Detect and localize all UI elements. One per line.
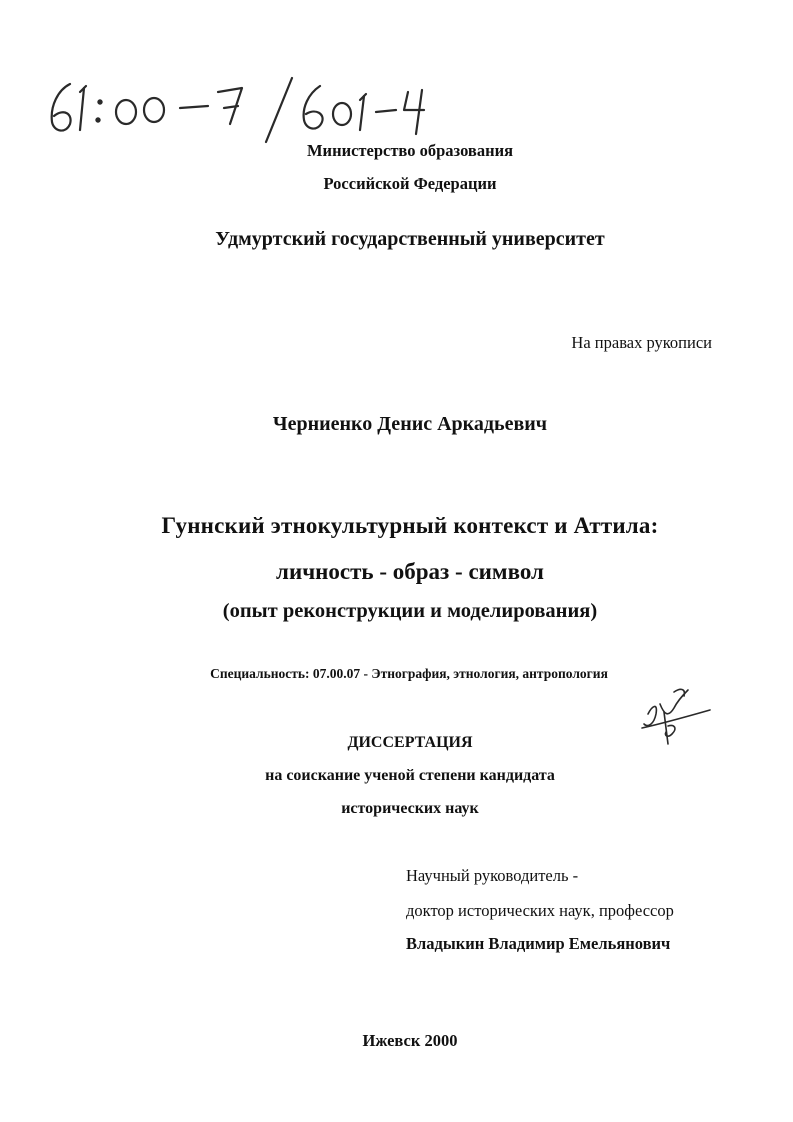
degree-line-1: на соискание ученой степени кандидата (265, 767, 555, 784)
supervisor-title: доктор исторических наук, профессор (406, 901, 674, 920)
supervisor-name: Владыкин Владимир Емельянович (406, 934, 671, 953)
title-line-2: личность - образ - символ (276, 559, 544, 584)
handwritten-call-number (40, 72, 430, 147)
ministry-line-2: Российской Федерации (323, 174, 497, 193)
supervisor-label: Научный руководитель - (406, 866, 579, 885)
city-and-year: Ижевск 2000 (362, 1031, 458, 1050)
ministry-line-1: Министерство образования (306, 141, 514, 160)
degree-line-2: исторических наук (341, 800, 479, 817)
manuscript-rights-note: На правах рукописи (571, 333, 712, 352)
university-name: Удмуртский государственный университет (215, 228, 605, 250)
handwritten-signature (634, 684, 712, 750)
author-name: Черниенко Денис Аркадьевич (272, 413, 548, 435)
title-line-3: (опыт реконструкции и моделирования) (222, 600, 598, 622)
specialty-line: Специальность: 07.00.07 - Этнография, этнология, антропология (210, 666, 608, 681)
title-line-1: Гуннский этнокультурный контекст и Аттила: (161, 513, 659, 538)
document-type: ДИССЕРТАЦИЯ (347, 734, 473, 751)
